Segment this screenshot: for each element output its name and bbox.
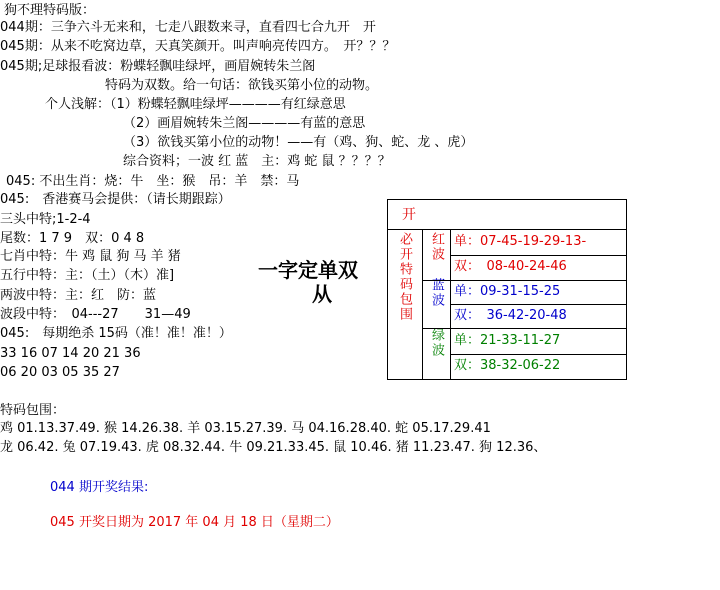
wave-table-wave-col <box>423 230 451 379</box>
line-numbers-1: 33 16 07 14 20 21 36 <box>0 346 141 361</box>
line-tema-hint: 特码为双数。给一句话：欲钱买第小位的动物。 <box>105 78 379 93</box>
wave-green-label: 绿波 <box>429 328 444 358</box>
line-not-appear-zodiac: 045: 不出生肖：烧：牛 坐：猴 吊：羊 禁：马 <box>6 174 300 189</box>
wave-table-header: 开 <box>402 207 416 223</box>
wave-blue-even: 双： 36-42-20-48 <box>454 308 567 323</box>
line-interpretation-2: （2）画眉婉转朱兰阁————有蓝的意思 <box>123 116 366 131</box>
wave-table-header-row <box>388 200 626 230</box>
wave-green-odd: 单：21-33-11-27 <box>454 333 561 348</box>
line-hk-jockey: 045: 香港赛马会提供：（请长期跟踪） <box>0 192 231 207</box>
result-heading: 044 期开奖结果: <box>50 480 149 495</box>
page-title: 狗不理特码版： <box>4 3 96 18</box>
wave-red-odd: 单：07-45-19-29-13- <box>454 234 587 249</box>
line-interpretation-1: 个人浅解：（1）粉蝶轻飘哇绿坪————有红绿意思 <box>45 97 346 112</box>
line-santou: 三头中特;1-2-4 <box>0 212 91 227</box>
line-liangbo: 两波中特：主：红 防：蓝 <box>0 288 157 303</box>
wave-red-label: 红波 <box>429 232 444 262</box>
line-interpretation-4: 综合资料；一波 红 蓝 主：鸡 蛇 鼠 ？？？？ <box>123 154 391 169</box>
wave-green-even: 双：38-32-06-22 <box>454 358 561 373</box>
line-boduan: 波段中特： 04---27 31—49 <box>0 307 191 322</box>
wave-red-even: 双： 08-40-24-46 <box>454 259 567 274</box>
line-044-riddle: 044期：三争六斗无来和，七走八跟数来寻，直看四七合九开 开 <box>0 20 376 35</box>
line-045-football: 045期;足球报看波：粉蝶轻飘哇绿坪，画眉婉转朱兰阁 <box>0 59 316 74</box>
wave-table-left-col <box>388 230 423 379</box>
line-numbers-2: 06 20 03 05 35 27 <box>0 365 120 380</box>
line-qixiao: 七肖中特：牛 鸡 鼠 狗 马 羊 猪 <box>0 249 181 264</box>
center-title-line1: 一字定单双 <box>258 258 358 282</box>
draw-date: 045 开奖日期为 2017 年 04 月 18 日（星期二） <box>50 515 339 530</box>
center-title-line2: 从 <box>312 282 332 306</box>
line-045-riddle: 045期：从来不吃窝边草，天真笑颜开。叫声响亮传四方。 开？？？ <box>0 39 396 54</box>
line-interpretation-3: （3）欲钱买第小位的动物！——有（鸡、狗、蛇、龙 、虎） <box>123 135 474 150</box>
wave-blue-odd: 单：09-31-15-25 <box>454 284 561 299</box>
line-wuxing: 五行中特：主：（土）（木）准] <box>0 268 175 283</box>
wave-table <box>387 199 627 380</box>
zodiac-numbers-line-2: 龙 06.42. 兔 07.19.43. 虎 08.32.44. 牛 09.21.33.45. 鼠 10.46. 猪 11.23.47. 狗 12.36、 <box>0 440 547 455</box>
wave-table-left-label: 必开特码包围 <box>397 232 412 322</box>
zodiac-numbers-line-1: 鸡 01.13.37.49. 猴 14.26.38. 羊 03.15.27.39. 马 04.16.28.40. 蛇 05.17.29.41 <box>0 421 491 436</box>
tema-baowei-heading: 特码包围： <box>0 403 66 418</box>
line-weishu: 尾数：1 7 9 双：0 4 8 <box>0 231 145 246</box>
line-juesha: 045: 每期绝杀 15码（准！准！准！） <box>0 326 232 341</box>
wave-blue-label: 蓝波 <box>429 278 444 308</box>
